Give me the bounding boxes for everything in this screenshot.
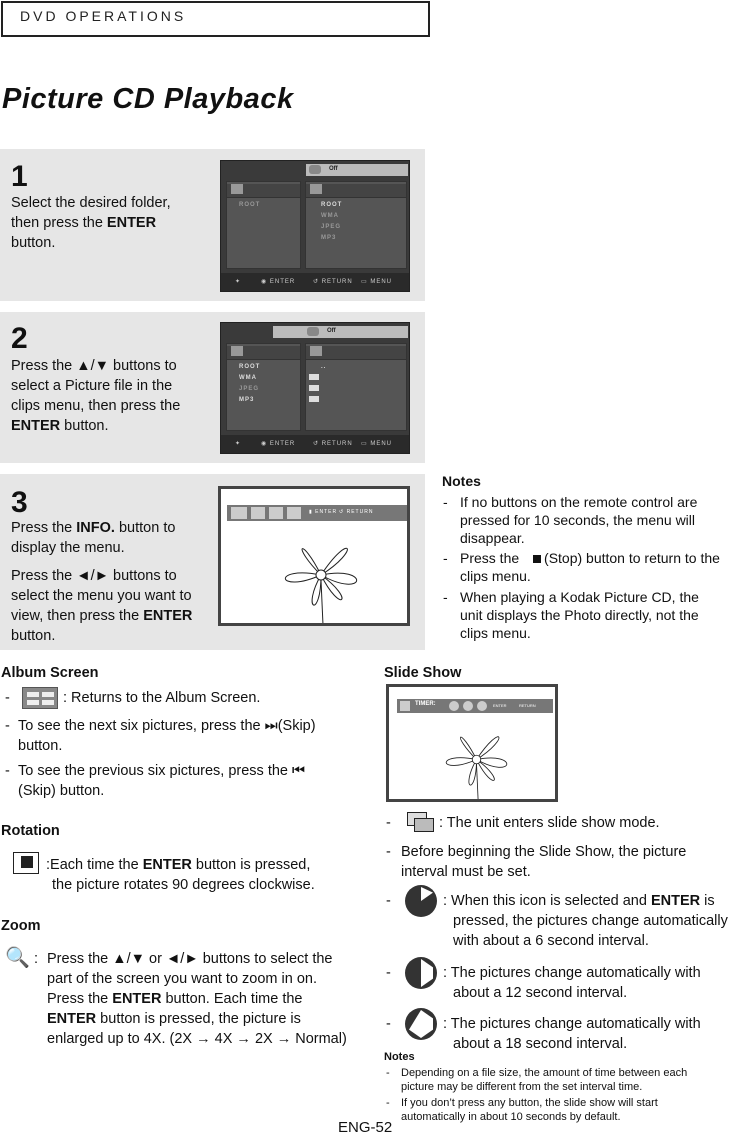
- dpad-icon: ✦: [235, 279, 242, 285]
- step-3-number: 3: [11, 486, 28, 519]
- return-hint: ↺ RETURN: [313, 441, 353, 447]
- slideshow-title: Slide Show: [384, 665, 462, 681]
- enter-hint: ▮ ENTER: [309, 509, 338, 515]
- album-dash: -: [5, 718, 10, 734]
- slideshow-dash: -: [386, 893, 391, 909]
- flower-image: [424, 717, 529, 802]
- note-3: When playing a Kodak Picture CD, the unit displays the Photo directly, not the clips menu.: [460, 589, 699, 641]
- notes-dash: -: [443, 494, 448, 510]
- album-next-text: To see the next six pictures, press the ⏭(Skip) button.: [18, 718, 316, 754]
- rotation-text: :Each time the ENTER button is pressed, the picture rotates 90 degrees clockwise.: [46, 857, 315, 893]
- timer-18-text: : The pictures change automatically with about a 18 second interval.: [443, 1016, 701, 1052]
- picture-menu-screen: [218, 486, 410, 626]
- dpad-icon: ✦: [235, 441, 242, 447]
- step-3-text-1: Press the INFO. button to display the menu.: [11, 520, 176, 556]
- right-pane: [305, 343, 407, 431]
- slideshow-dash: -: [386, 1016, 391, 1032]
- folder-item[interactable]: WMA: [321, 213, 339, 219]
- skip-prev-icon: ⏮: [292, 763, 306, 779]
- notes-title: Notes: [442, 473, 481, 489]
- folder-item[interactable]: ROOT: [321, 202, 343, 208]
- jpeg-file-icon[interactable]: [309, 396, 319, 402]
- jpeg-file-icon[interactable]: [309, 374, 319, 380]
- timer-12-icon: [405, 957, 437, 989]
- disc-icon: [307, 327, 319, 336]
- album-dash: -: [5, 763, 10, 779]
- left-pane: [226, 343, 301, 431]
- zoom-icon: 🔍: [5, 947, 30, 969]
- right-pane: [305, 181, 407, 269]
- slideshow-mode-text: : The unit enters slide show mode.: [439, 815, 660, 831]
- enter-hint: ◉ ENTER: [261, 279, 296, 285]
- notes-dash: -: [443, 550, 448, 566]
- zoom-title: Zoom: [1, 918, 41, 934]
- folder-item[interactable]: ROOT: [239, 202, 261, 208]
- page-title: Picture CD Playback: [2, 83, 294, 115]
- off-label: Off: [329, 166, 338, 172]
- section-header: DVD OPERATIONS: [20, 8, 187, 24]
- slideshow-screen: [386, 684, 558, 802]
- timer-6-icon[interactable]: [449, 701, 459, 711]
- off-label: Off: [327, 328, 336, 334]
- menu-hint: ▭ MENU: [361, 279, 393, 285]
- slideshow-icon[interactable]: [400, 701, 410, 711]
- timer-12-text: : The pictures change automatically with about a 12 second interval.: [443, 965, 701, 1001]
- zoom-colon: :: [34, 951, 39, 967]
- timer-6-icon: [405, 885, 437, 917]
- folder-item[interactable]: JPEG: [239, 386, 260, 392]
- folder-item[interactable]: MP3: [239, 397, 255, 403]
- folder-item[interactable]: WMA: [239, 375, 257, 381]
- slideshow-before-text: Before beginning the Slide Show, the picture interval must be set.: [401, 844, 687, 880]
- slideshow-menu-bar: [397, 699, 553, 713]
- enter-hint: ENTER: [493, 703, 507, 708]
- slideshow-notes-dash: -: [386, 1097, 390, 1109]
- enter-hint: ◉ ENTER: [261, 441, 296, 447]
- timer-18-icon: [405, 1008, 437, 1040]
- file-icon: [310, 346, 322, 356]
- music-icon: [310, 184, 322, 194]
- slideshow-dash: -: [386, 965, 391, 981]
- picture-menu-bar: [227, 505, 407, 521]
- step-1-text: Select the desired folder, then press the ENTER button.: [11, 195, 171, 251]
- return-hint: RETURN: [519, 703, 536, 708]
- menu-hint: ▭ MENU: [361, 441, 393, 447]
- note-1: If no buttons on the remote control are pressed for 10 seconds, the menu will disappear.: [460, 494, 698, 546]
- slideshow-note-2: If you don’t press any button, the slide show will start automatically in about 10 seconds by default.: [401, 1097, 658, 1123]
- folder-icon: [231, 184, 243, 194]
- step-2-number: 2: [11, 322, 28, 355]
- folder-menu-screen-2: [220, 322, 410, 454]
- slideshow-note-1: Depending on a file size, the amount of time between each picture may be different from the set interval time.: [401, 1067, 688, 1093]
- album-icon: [22, 687, 58, 709]
- rotation-title: Rotation: [1, 823, 60, 839]
- left-pane: [226, 181, 301, 269]
- slideshow-notes-title: Notes: [384, 1051, 415, 1063]
- folder-item[interactable]: JPEG: [321, 224, 342, 230]
- album-returns-text: : Returns to the Album Screen.: [63, 690, 261, 706]
- jpeg-file-icon[interactable]: [309, 385, 319, 391]
- rotation-icon[interactable]: [251, 507, 265, 519]
- stop-icon: [533, 555, 541, 563]
- album-prev-text: To see the previous six pictures, press the ⏮ (Skip) button.: [18, 763, 306, 799]
- slideshow-icon[interactable]: [287, 507, 301, 519]
- album-icon[interactable]: [231, 507, 247, 519]
- step-3-text-2: Press the ◄/► buttons to select the menu you want to view, then press the ENTER button.: [11, 568, 193, 644]
- album-dash: -: [5, 690, 10, 706]
- folder-item[interactable]: MP3: [321, 235, 337, 241]
- parent-folder-item[interactable]: ..: [321, 364, 327, 370]
- skip-next-icon: ⏭: [264, 718, 278, 734]
- timer-label: TIMER:: [415, 701, 436, 707]
- album-screen-title: Album Screen: [1, 665, 99, 681]
- slideshow-mode-icon: [405, 810, 437, 834]
- slideshow-dash: -: [386, 844, 391, 860]
- folder-menu-screen-1: [220, 160, 410, 292]
- slideshow-notes-dash: -: [386, 1067, 390, 1079]
- disc-icon: [309, 165, 321, 174]
- timer-12-icon[interactable]: [463, 701, 473, 711]
- zoom-text: Press the ▲/▼ or ◄/► buttons to select the part of the screen you want to zoom in on. Press the ENTER button. Each time the ENTER button is pressed, the picture is enlarged up to 4X. (2X → 4X → 2X → Normal): [47, 951, 347, 1047]
- return-hint: ↺ RETURN: [339, 509, 374, 515]
- step-2-text: Press the ▲/▼ buttons to select a Picture file in the clips menu, then press the ENTER button.: [11, 358, 181, 434]
- note-2: Press the (Stop) button to return to the clips menu.: [460, 550, 720, 584]
- zoom-icon[interactable]: [269, 507, 283, 519]
- page-number: ENG-52: [338, 1119, 393, 1135]
- flower-image: [261, 525, 381, 625]
- notes-dash: -: [443, 589, 448, 605]
- slideshow-dash: -: [386, 815, 391, 831]
- timer-6-text: : When this icon is selected and ENTER is pressed, the pictures change automatically with about a 6 second interval.: [443, 893, 728, 949]
- folder-item[interactable]: ROOT: [239, 364, 261, 370]
- folder-icon: [231, 346, 243, 356]
- rotation-icon: [5, 848, 45, 878]
- timer-18-icon[interactable]: [477, 701, 487, 711]
- step-1-number: 1: [11, 160, 28, 193]
- return-hint: ↺ RETURN: [313, 279, 353, 285]
